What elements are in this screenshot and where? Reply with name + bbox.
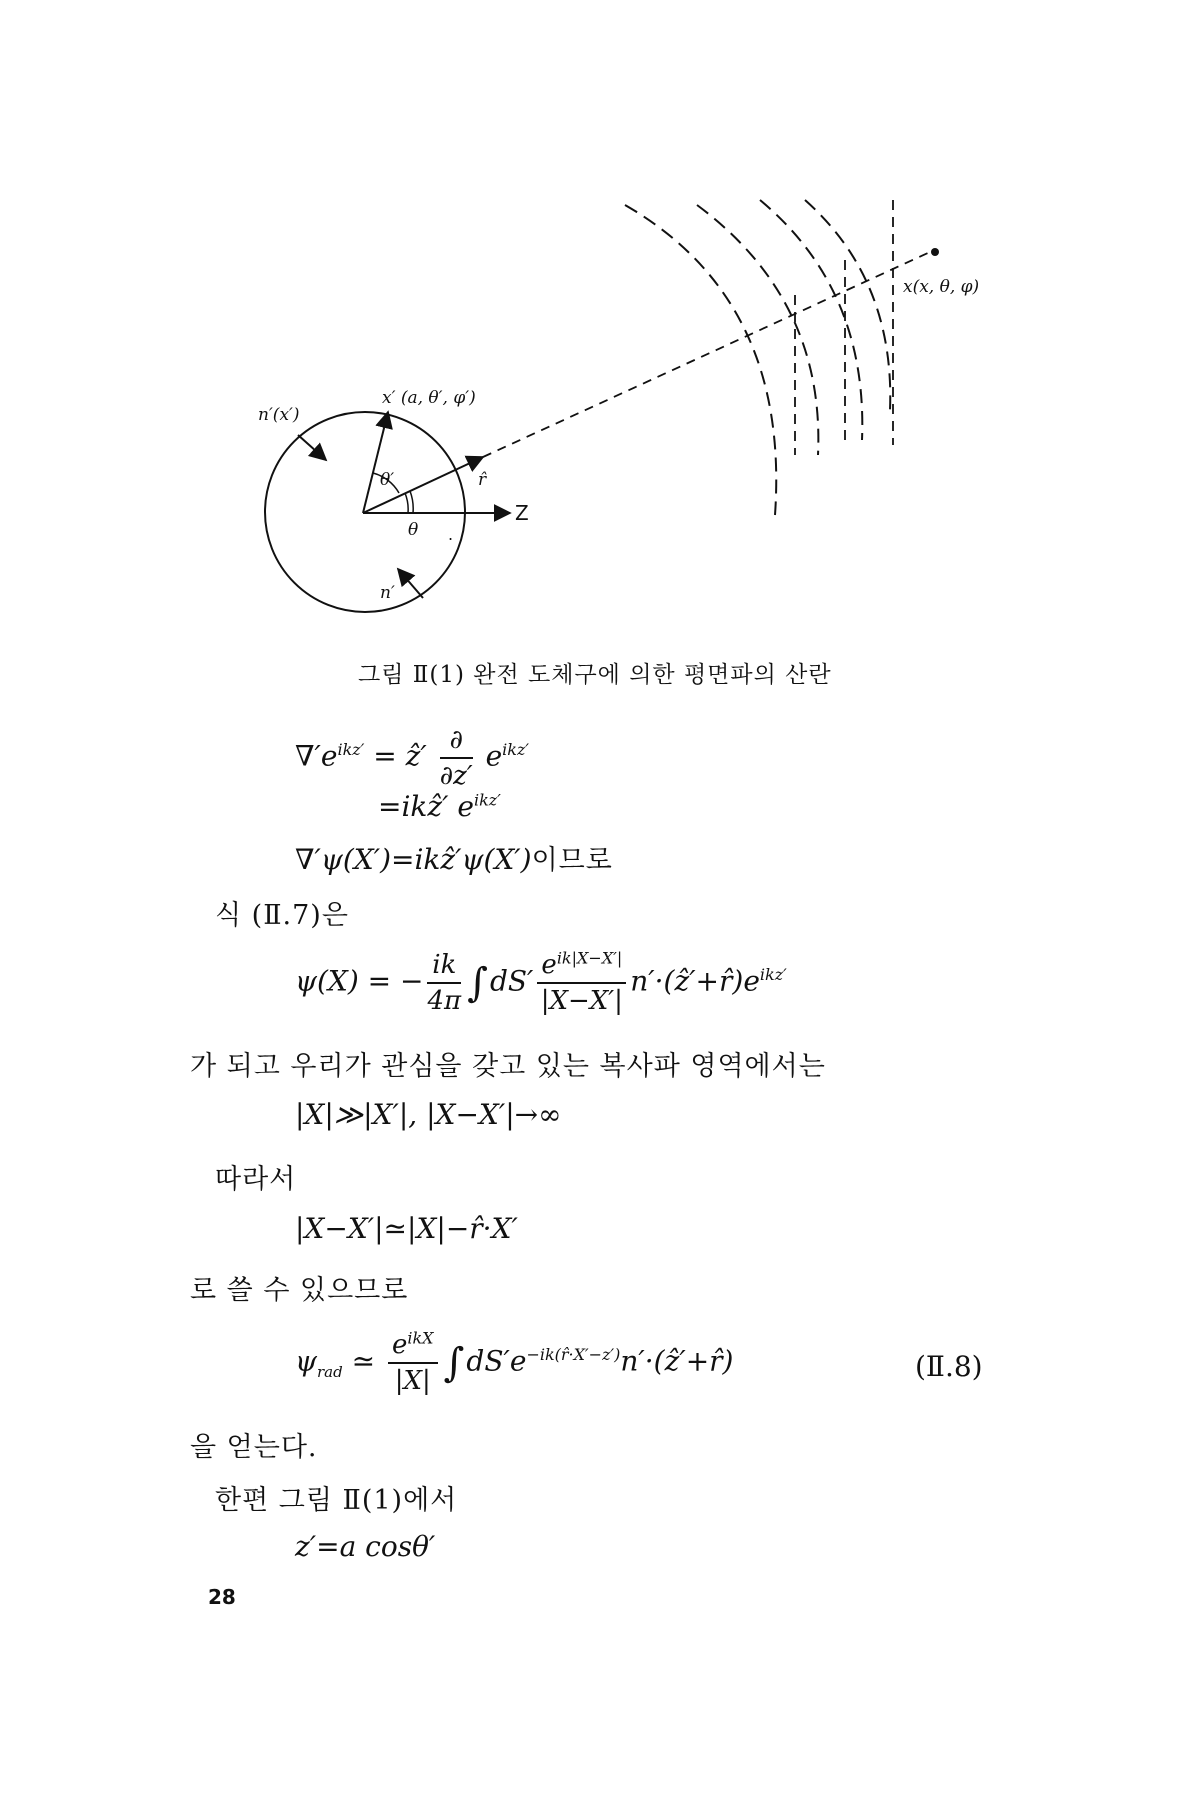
theta-arc-2 [410,491,413,513]
observation-line [483,252,930,457]
equation-2: =ikẑ′ $e^{ikz'}$ [378,790,501,823]
theta-arc [405,493,408,513]
x-prime-radius [363,412,388,513]
label-z-axis: Z [515,501,529,525]
text-line-6: 한편 그림 Ⅱ(1)에서 [215,1485,458,1516]
equation-4: ψ(X) = − $\frac{ik}{4\pi}$ ∫dS′ $\frac{e^{ik|X-X'|}}{|X-X'|}$ $n'\cdot(ẑ'+r̂)e^{ikz'}$ [295,948,787,1016]
normal-arrow-top [298,435,326,460]
wavefront-4 [805,200,890,410]
text-line-5: 을 얻는다. [190,1432,318,1463]
equation-8: z′=a cosθ′ [295,1530,436,1563]
label-theta: θ [408,520,419,540]
label-x-prime: x′ (a, θ′, φ′) [382,388,476,408]
label-n-prime: n′ [380,583,395,603]
label-theta-prime: θ′ [380,470,395,490]
text-line-1: 식 (Ⅱ.7)은 [215,900,349,931]
text-line-3: 따라서 [215,1164,297,1195]
equation-5: |X|≫|X′|, |X−X′|→∞ [295,1098,562,1131]
page-number: 28 [208,1585,236,1609]
svg-text:.: . [448,525,454,544]
equation-7: $\psi_{rad}$ ≃ $\frac{e^{ikX}}{|X|}$ $\int dS'e^{-ik(r̂\cdot X'-z')}n'\cdot(ẑ'+r̂)$ [295,1328,734,1396]
equation-3: ∇′ψ(X′)=ikẑ′ψ(X′)이므로 [295,843,613,876]
wavefront-1 [625,205,776,515]
label-x-point: x(x, θ, φ) [903,277,980,297]
scattering-figure [0,0,1200,680]
normal-arrow-bottom [398,569,423,598]
label-n-prime-x: n′(x′) [258,405,300,425]
text-line-2: 가 되고 우리가 관심을 갖고 있는 복사파 영역에서는 [190,1051,826,1082]
equation-6: |X−X′|≃|X|−r̂·X′ [295,1212,518,1245]
text-line-4: 로 쓸 수 있으므로 [190,1275,409,1306]
wavefront-2 [697,205,818,455]
equation-1: $\nabla'e^{ikz'}$ = ẑ′ $\frac{\partial}{\partial z'}$ $e^{ikz'}$ [295,725,530,791]
equation-number: (Ⅱ.8) [915,1350,983,1383]
label-r-hat: r̂ [478,470,487,490]
observation-point [931,248,939,256]
figure-caption: 그림 Ⅱ(1) 완전 도체구에 의한 평면파의 산란 [358,662,832,688]
wavefront-3 [760,200,862,440]
